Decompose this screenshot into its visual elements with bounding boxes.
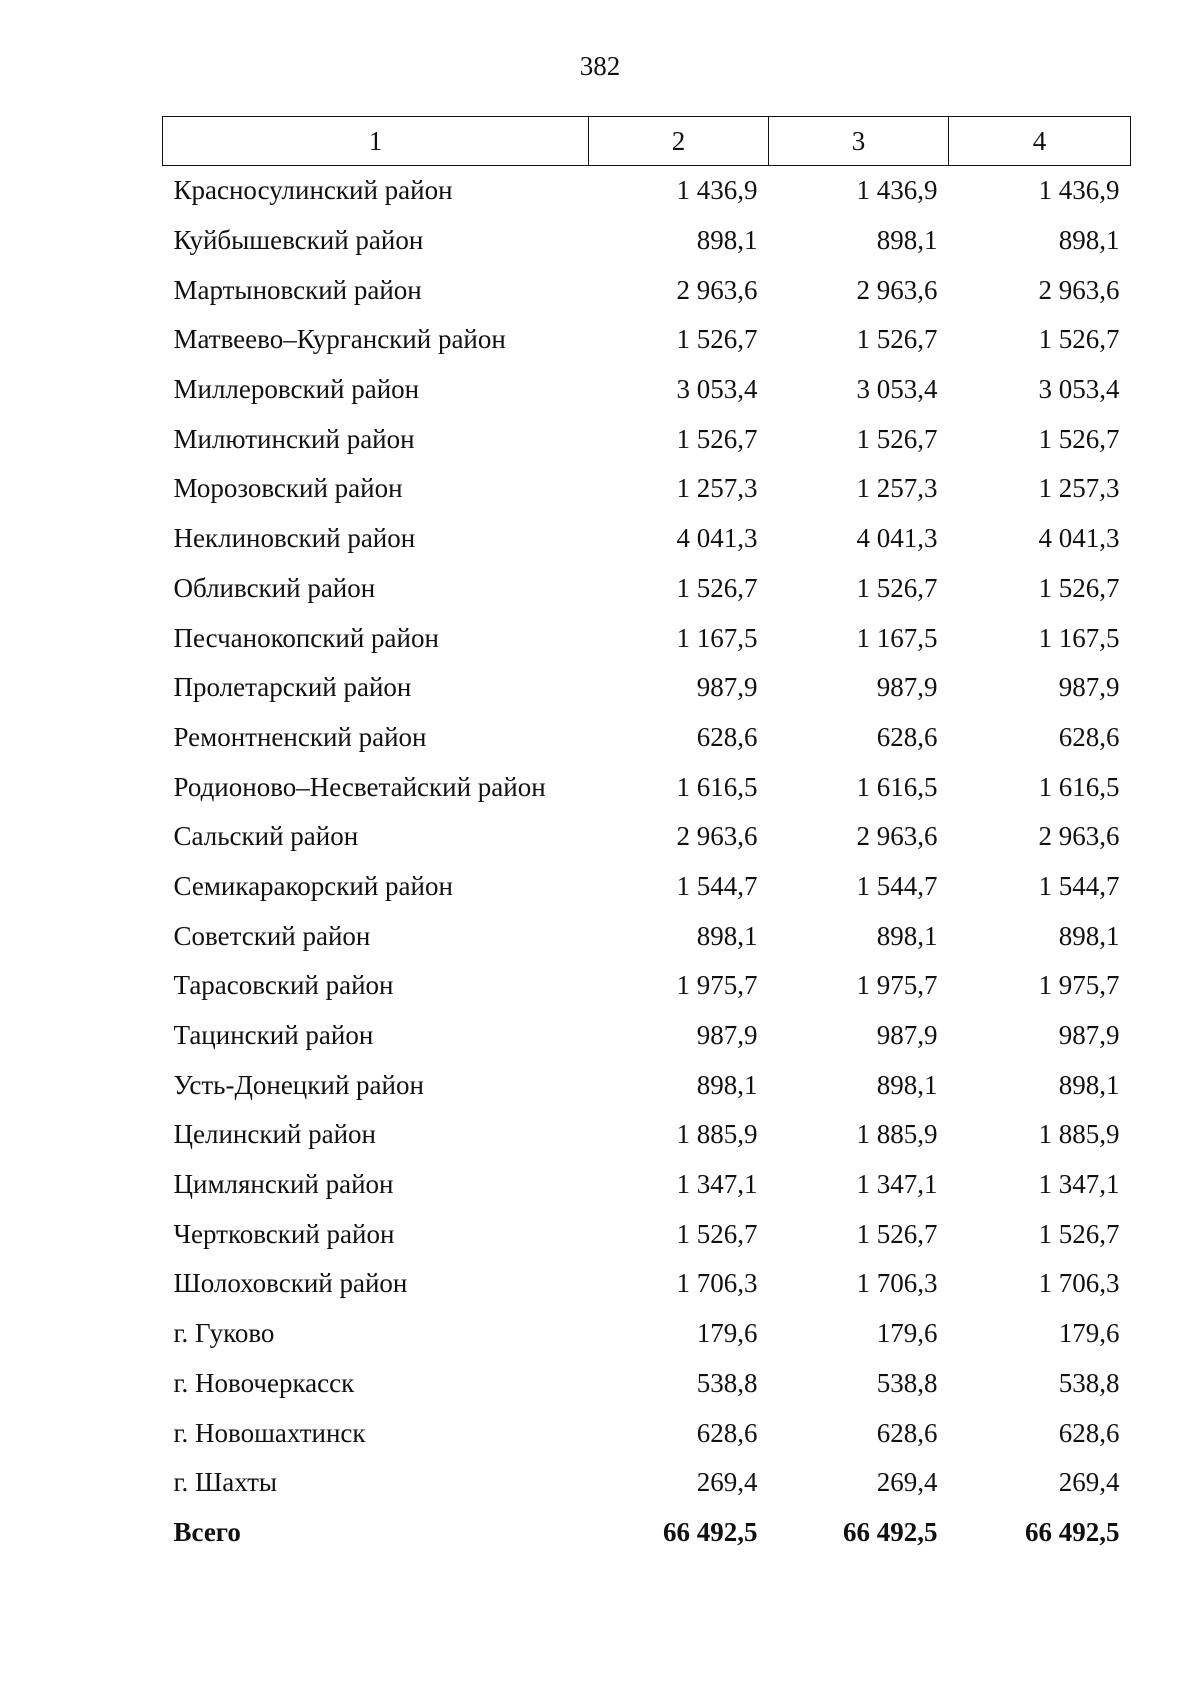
table-row: [163, 1110, 1131, 1160]
value-col-3: 1 347,1: [856, 1169, 938, 1200]
table-row: [163, 464, 1131, 514]
value-col-3: 179,6: [876, 1318, 938, 1349]
value-col-4: 1 616,5: [1038, 771, 1120, 802]
value-col-3: 898,1: [876, 920, 938, 951]
value-col-3: 1 706,3: [856, 1268, 938, 1299]
table-row: [163, 514, 1131, 564]
total-col-3: 66 492,5: [843, 1516, 938, 1547]
value-col-2: 1 526,7: [676, 1218, 758, 1249]
value-col-2: 179,6: [696, 1318, 758, 1349]
total-label: Всего: [173, 1516, 241, 1547]
value-col-4: 628,6: [1058, 721, 1120, 752]
district-name: Куйбышевский район: [173, 225, 424, 256]
total-col-4: 66 492,5: [1025, 1516, 1120, 1547]
district-name: Шолоховский район: [173, 1268, 408, 1299]
value-col-2: 1 885,9: [676, 1119, 758, 1150]
value-col-4: 538,8: [1058, 1367, 1120, 1398]
value-col-3: 3 053,4: [856, 374, 938, 405]
value-col-4: 2 963,6: [1038, 274, 1120, 305]
value-col-4: 1 706,3: [1038, 1268, 1120, 1299]
district-name: г. Шахты: [173, 1467, 278, 1498]
table-row: [163, 862, 1131, 912]
value-col-4: 1 975,7: [1038, 970, 1120, 1001]
value-col-2: 2 963,6: [676, 821, 758, 852]
value-col-2: 987,9: [696, 1020, 758, 1051]
table-row: [163, 1309, 1131, 1359]
value-col-3: 2 963,6: [856, 821, 938, 852]
value-col-3: 628,6: [876, 721, 938, 752]
column-header-2: 2: [589, 117, 769, 166]
table-row: [163, 365, 1131, 415]
value-col-4: 1 885,9: [1038, 1119, 1120, 1150]
column-header-1: 1: [163, 117, 589, 166]
table-row: [163, 1209, 1131, 1259]
table-row: [163, 166, 1131, 216]
value-col-4: 1 436,9: [1038, 175, 1120, 206]
value-col-2: 1 706,3: [676, 1268, 758, 1299]
value-col-3: 2 963,6: [856, 274, 938, 305]
table-row: [163, 663, 1131, 713]
table-row: [163, 613, 1131, 663]
district-name: г. Гуково: [173, 1318, 275, 1349]
district-name: г. Новочеркасск: [173, 1367, 355, 1398]
district-name: Красносулинский район: [173, 175, 453, 206]
value-col-2: 987,9: [696, 672, 758, 703]
table-row: [163, 961, 1131, 1011]
district-name: Тарасовский район: [173, 970, 394, 1001]
value-col-4: 628,6: [1058, 1417, 1120, 1448]
table-row: [163, 1160, 1131, 1210]
value-col-2: 1 526,7: [676, 423, 758, 454]
district-name: г. Новошахтинск: [173, 1417, 366, 1448]
district-name: Сальский район: [173, 821, 359, 852]
value-col-4: 1 526,7: [1038, 1218, 1120, 1249]
district-name: Советский район: [173, 920, 371, 951]
table-row: [163, 812, 1131, 862]
district-name: Родионово–Несветайский район: [173, 771, 546, 802]
table-row: [163, 1359, 1131, 1409]
table-row: [163, 265, 1131, 315]
table-row: [163, 911, 1131, 961]
district-name: Песчанокопский район: [173, 622, 439, 653]
value-col-2: 1 526,7: [676, 572, 758, 603]
table-row: [163, 216, 1131, 266]
table-row: [163, 713, 1131, 763]
district-name: Чертковский район: [173, 1218, 395, 1249]
table-header: [163, 117, 1131, 166]
value-col-2: 4 041,3: [676, 523, 758, 554]
value-col-2: 898,1: [696, 920, 758, 951]
value-col-3: 987,9: [876, 672, 938, 703]
value-col-2: 628,6: [696, 1417, 758, 1448]
table-row: [163, 1011, 1131, 1061]
value-col-3: 1 975,7: [856, 970, 938, 1001]
value-col-4: 2 963,6: [1038, 821, 1120, 852]
table-row: [163, 1060, 1131, 1110]
value-col-3: 1 616,5: [856, 771, 938, 802]
district-name: Целинский район: [173, 1119, 376, 1150]
value-col-4: 1 544,7: [1038, 870, 1120, 901]
value-col-3: 1 526,7: [856, 1218, 938, 1249]
value-col-2: 1 975,7: [676, 970, 758, 1001]
value-col-4: 1 526,7: [1038, 572, 1120, 603]
value-col-2: 538,8: [696, 1367, 758, 1398]
value-col-3: 1 257,3: [856, 473, 938, 504]
table-row: [163, 414, 1131, 464]
value-col-3: 898,1: [876, 225, 938, 256]
value-col-3: 1 526,7: [856, 423, 938, 454]
value-col-4: 898,1: [1058, 1069, 1120, 1100]
value-col-4: 179,6: [1058, 1318, 1120, 1349]
value-col-3: 898,1: [876, 1069, 938, 1100]
value-col-4: 1 347,1: [1038, 1169, 1120, 1200]
table-row: [163, 762, 1131, 812]
value-col-3: 987,9: [876, 1020, 938, 1051]
value-col-2: 269,4: [696, 1467, 758, 1498]
value-col-2: 898,1: [696, 1069, 758, 1100]
table-row: [163, 315, 1131, 365]
district-name: Мартыновский район: [173, 274, 422, 305]
value-col-2: 628,6: [696, 721, 758, 752]
value-col-3: 1 167,5: [856, 622, 938, 653]
value-col-2: 3 053,4: [676, 374, 758, 405]
table-row: [163, 1408, 1131, 1458]
value-col-4: 987,9: [1058, 672, 1120, 703]
value-col-3: 1 885,9: [856, 1119, 938, 1150]
value-col-2: 1 347,1: [676, 1169, 758, 1200]
column-header-4: 4: [949, 117, 1131, 166]
value-col-3: 269,4: [876, 1467, 938, 1498]
district-name: Матвеево–Курганский район: [173, 324, 506, 355]
table-row: [163, 1259, 1131, 1309]
table-row: [163, 1458, 1131, 1508]
header-row: [163, 117, 1131, 166]
value-col-2: 1 526,7: [676, 324, 758, 355]
district-name: Тацинский район: [173, 1020, 374, 1051]
value-col-2: 1 616,5: [676, 771, 758, 802]
value-col-4: 987,9: [1058, 1020, 1120, 1051]
value-col-3: 1 526,7: [856, 572, 938, 603]
value-col-2: 1 436,9: [676, 175, 758, 206]
value-col-4: 898,1: [1058, 920, 1120, 951]
value-col-4: 269,4: [1058, 1467, 1120, 1498]
value-col-4: 3 053,4: [1038, 374, 1120, 405]
page-number: 382: [579, 51, 621, 81]
table-row: [163, 564, 1131, 614]
value-col-4: 1 257,3: [1038, 473, 1120, 504]
district-name: Обливский район: [173, 572, 376, 603]
value-col-3: 628,6: [876, 1417, 938, 1448]
total-row: [163, 1508, 1131, 1558]
value-col-4: 4 041,3: [1038, 523, 1120, 554]
value-col-3: 1 526,7: [856, 324, 938, 355]
value-col-2: 1 167,5: [676, 622, 758, 653]
value-col-4: 1 167,5: [1038, 622, 1120, 653]
total-col-2: 66 492,5: [663, 1516, 758, 1547]
value-col-2: 2 963,6: [676, 274, 758, 305]
value-col-4: 898,1: [1058, 225, 1120, 256]
district-name: Семикаракорский район: [173, 870, 453, 901]
value-col-3: 538,8: [876, 1367, 938, 1398]
district-name: Неклиновский район: [173, 523, 416, 554]
value-col-3: 1 544,7: [856, 870, 938, 901]
district-name: Милютинский район: [173, 423, 415, 454]
district-name: Усть-Донецкий район: [173, 1069, 424, 1100]
value-col-2: 898,1: [696, 225, 758, 256]
value-col-3: 1 436,9: [856, 175, 938, 206]
value-col-4: 1 526,7: [1038, 423, 1120, 454]
district-name: Пролетарский район: [173, 672, 412, 703]
table-body: [163, 166, 1131, 1558]
value-col-4: 1 526,7: [1038, 324, 1120, 355]
value-col-3: 4 041,3: [856, 523, 938, 554]
column-header-3: 3: [769, 117, 949, 166]
district-name: Ремонтненский район: [173, 721, 427, 752]
district-name: Миллеровский район: [173, 374, 420, 405]
district-name: Морозовский район: [173, 473, 403, 504]
allocation-table: [162, 116, 1131, 1557]
value-col-2: 1 544,7: [676, 870, 758, 901]
district-name: Цимлянский район: [173, 1169, 394, 1200]
value-col-2: 1 257,3: [676, 473, 758, 504]
